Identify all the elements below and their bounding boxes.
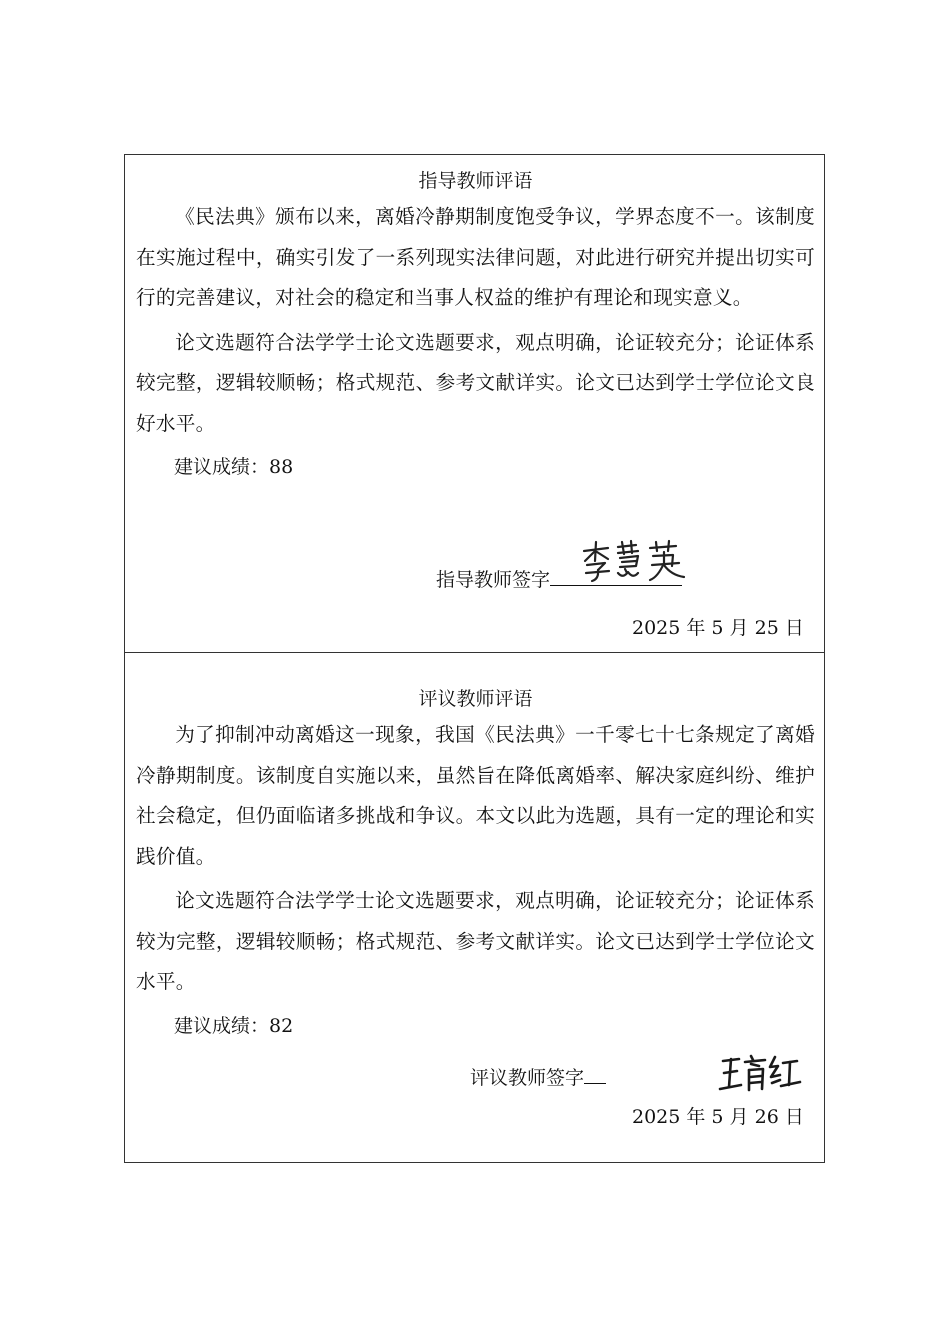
advisor-heading: 指导教师评语 <box>418 170 533 192</box>
advisor-section <box>136 167 815 482</box>
reviewer-heading: 评议教师评语 <box>418 688 533 710</box>
section-divider <box>125 652 824 653</box>
reviewer-signature-line <box>470 1063 606 1093</box>
reviewer-grade: 建议成绩：82 <box>174 1014 294 1037</box>
advisor-signature-label: 指导教师签字 <box>436 569 551 591</box>
evaluation-table <box>124 154 825 1163</box>
advisor-signature-blank <box>550 585 682 586</box>
advisor-signature <box>578 539 696 585</box>
reviewer-paragraph-1: 为了抑制冲动离婚这一现象，我国《民法典》一千零七十七条规定了离婚冷静期制度。该制度自实施以来，虽然旨在降低离婚率、解决家庭纠纷、维护社会稳定，但仍面临诸多挑战和争议。本文以此为选题，具有一定的理论和实践价值。 <box>136 723 815 868</box>
advisor-paragraph-2: 论文选题符合法学学士论文选题要求，观点明确，论证较充分；论证体系较完整，逻辑较顺畅；格式规范、参考文献详实。论文已达到学士学位论文良好水平。 <box>136 330 815 435</box>
reviewer-paragraph-2: 论文选题符合法学学士论文选题要求，观点明确，论证较充分；论证体系较为完整，逻辑较顺畅；格式规范、参考文献详实。论文已达到学士学位论文水平。 <box>136 889 815 993</box>
advisor-paragraph-1: 《民法典》颁布以来，离婚冷静期制度饱受争议，学界态度不一。该制度在实施过程中，确实引发了一系列现实法律问题，对此进行研究并提出切实可行的完善建议，对社会的稳定和当事人权益的维护有理论和现实意义。 <box>136 205 815 309</box>
advisor-grade: 建议成绩：88 <box>174 456 294 478</box>
reviewer-section <box>136 685 815 1041</box>
advisor-date: 2025 年 5 月 25 日 <box>632 617 804 639</box>
reviewer-date: 2025 年 5 月 26 日 <box>632 1106 804 1128</box>
reviewer-signature-blank <box>584 1083 606 1084</box>
reviewer-signature-label: 评议教师签字 <box>470 1067 585 1089</box>
reviewer-signature <box>717 1053 803 1095</box>
